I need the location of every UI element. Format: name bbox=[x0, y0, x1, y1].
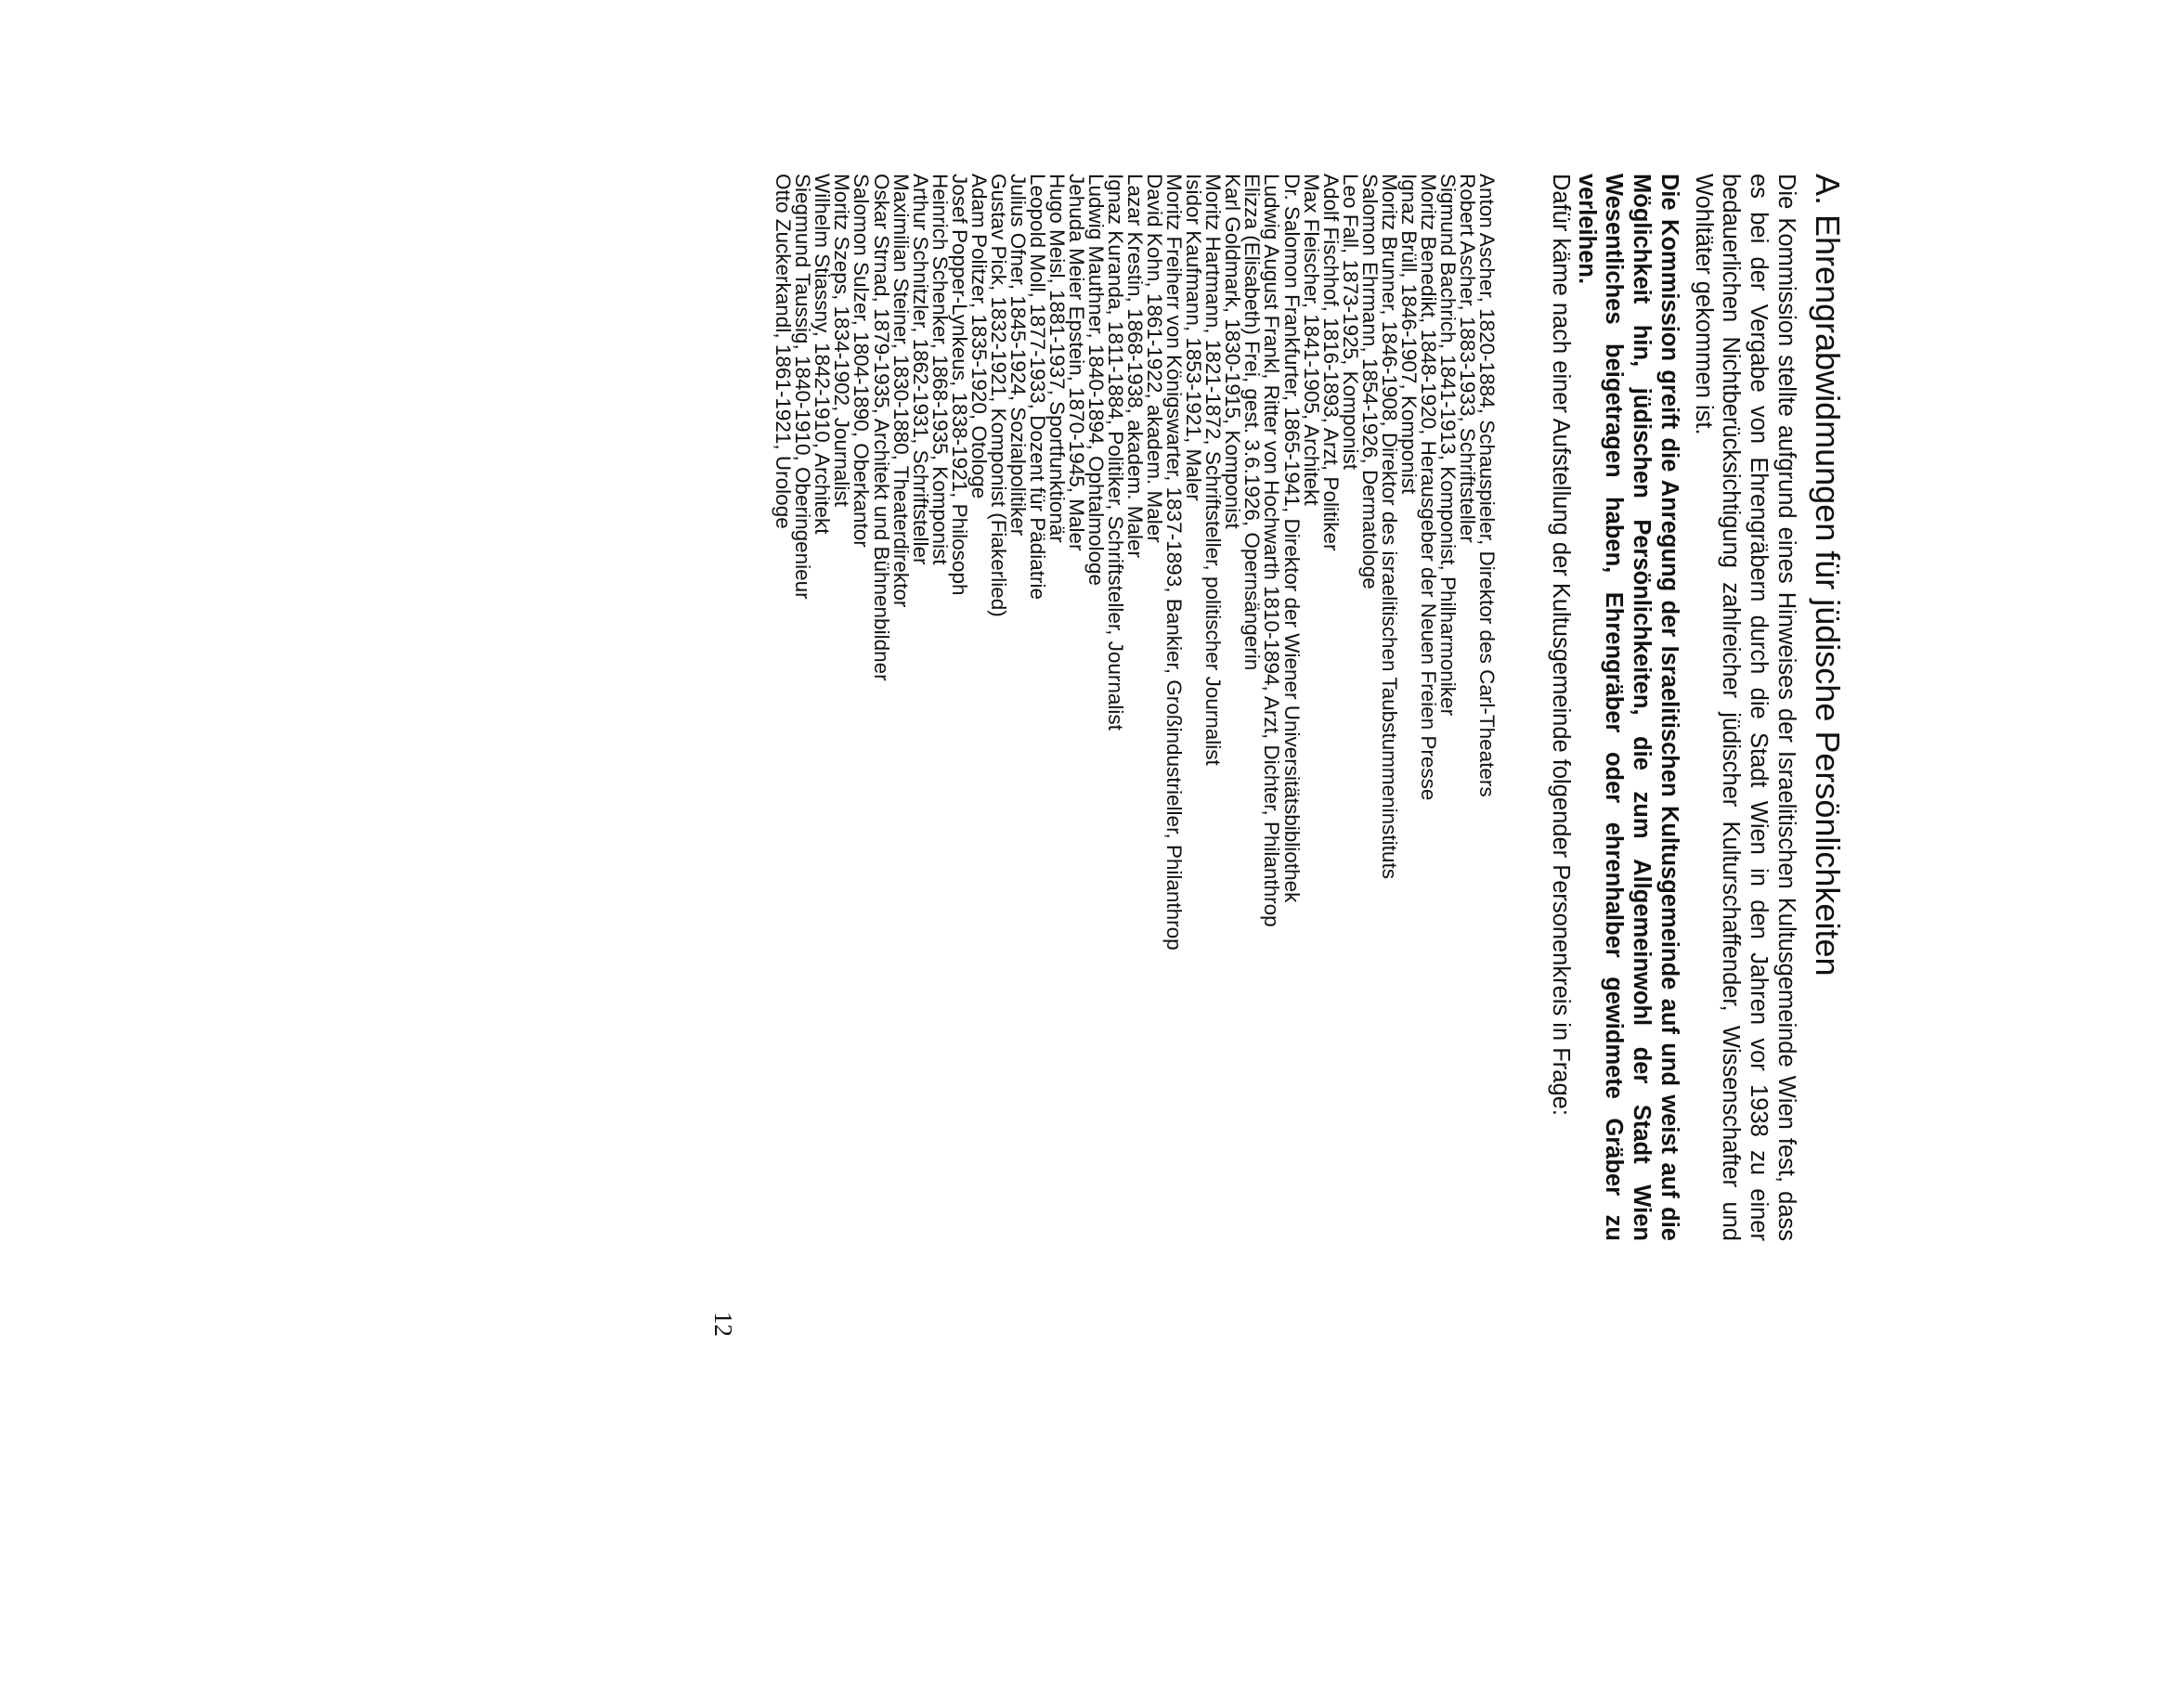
person-entry: Heinrich Schenker, 1868-1935, Komponist bbox=[928, 174, 952, 565]
person-entry: Arthur Schnitzler, 1862-1931, Schriftsteller bbox=[908, 174, 932, 565]
person-entry: Julius Ofner, 1845-1924, Sozialpolitiker bbox=[1006, 174, 1030, 537]
person-entry: Dr. Salomon Frankfurter, 1865-1941, Direktor der Wiener Universitätsbibliothek bbox=[1279, 174, 1304, 903]
person-entry: Ludwig August Frankl, Ritter von Hochwarth 1810-1894, Arzt, Dichter, Philanthrop bbox=[1260, 174, 1284, 927]
person-entry: Salomon Sulzer, 1804-1890, Oberkantor bbox=[850, 174, 874, 548]
person-entry: Siegmund Taussig, 1840-1910, Oberingenieur bbox=[791, 174, 815, 600]
person-entry: Elizza (Elisabeth) Frei, gest. 3.6.1926, Opernsängerin bbox=[1240, 174, 1265, 671]
person-entry: Ignaz Kuranda, 1811-1884, Politiker, Schriftsteller, Journalist bbox=[1104, 174, 1128, 731]
page-number: 12 bbox=[709, 1312, 737, 1337]
person-entry: Ignaz Brüll, 1846-1907, Komponist bbox=[1396, 174, 1421, 495]
person-entry: Gustav Pick, 1832-1921, Komponist (Fiakerlied) bbox=[986, 174, 1010, 617]
section-title: A. Ehrengrabwidmungen für jüdische Persönlichkeiten bbox=[1809, 174, 1847, 977]
person-entry: Moritz Szeps, 1834-1902, Journalist bbox=[830, 174, 854, 507]
person-entry: Anton Ascher, 1820-1884, Schauspieler, Direktor des Carl-Theaters bbox=[1475, 174, 1499, 797]
person-entry: Moritz Freiherr von Königswarter, 1837-1893, Bankier, Großindustrieller, Philanthrop bbox=[1162, 174, 1187, 951]
person-entry: Adolf Fischhof, 1816-1893, Arzt, Politiker bbox=[1318, 174, 1343, 551]
person-entry: Maximilian Steiner, 1830-1880, Theaterdirektor bbox=[889, 174, 913, 608]
person-entry: Moritz Hartmann, 1821-1872, Schriftsteller, politischer Journalist bbox=[1201, 174, 1226, 766]
person-entry: Ludwig Mauthner, 1840-1894, Ophtalmologe bbox=[1084, 174, 1109, 587]
person-entry: Leo Fall, 1873-1925, Komponist bbox=[1338, 174, 1362, 470]
person-entry: Moritz Benedikt, 1848-1920, Herausgeber der Neuen Freien Presse bbox=[1416, 174, 1440, 801]
list-intro-paragraph: Dafür käme nach einer Aufstellung der Kultusgemeinde folgender Personenkreis in Frage: bbox=[1548, 174, 1574, 1116]
person-entry: Salomon Ehrmann, 1854-1926, Dermatologe bbox=[1357, 174, 1382, 589]
person-entry: Otto Zuckerkandl, 1861-1921, Urologe bbox=[772, 174, 796, 529]
person-entry: Adam Politzer, 1835-1920, Otologe bbox=[967, 174, 991, 499]
person-entry: Josef Popper-Lynkeus, 1838-1921, Philosoph bbox=[947, 174, 971, 596]
person-entry: Karl Goldmark, 1830-1915, Komponist bbox=[1221, 174, 1245, 529]
person-entry: Hugo Meisl, 1881-1937, Sportfunktionär bbox=[1045, 174, 1069, 543]
person-entry: Wilhelm Stiassny, 1842-1910, Architekt bbox=[811, 174, 835, 535]
person-entry: David Kohn, 1861-1922, akadem. Maler bbox=[1143, 174, 1167, 543]
recommendation-paragraph: Die Kommission greift die Anregung der Israelitischen Kultusgemeinde auf und weist auf die Möglichkeit hin, jüdischen Persönlichkeiten, die zum Allgemeinwohl der Stadt Wien Wesentliches beigetragen haben, Ehrengräber oder ehrenhalber gewidmete Gräber zu verleihen. bbox=[1573, 174, 1682, 1241]
person-entry: Robert Ascher, 1883-1933, Schriftsteller bbox=[1455, 174, 1479, 543]
intro-paragraph: Die Kommission stellte aufgrund eines Hinweises der Israelitischen Kultusgemeinde Wien fest, dass es bei der Vergabe von Ehrengräbern durch die Stadt Wien in den Jahren vor 1938 zu einer bedauerlichen Nichtberücksichtigung zahlreicher jüdischer Kulturschaffender, Wissenschafter und Wohltäter gekommen ist. bbox=[1690, 174, 1799, 1241]
person-entry: Jehuda Meier Epstein, 1870-1945, Maler bbox=[1065, 174, 1089, 551]
person-entry: Moritz Brunner, 1846-1908, Direktor des israelitischen Taubstummeninstituts bbox=[1377, 174, 1401, 879]
person-entry: Leopold Moll, 1877-1933, Dozent für Pädiatrie bbox=[1025, 174, 1049, 601]
person-entry: Oskar Strnad, 1879-1935, Architekt und Bühnenbildner bbox=[869, 174, 893, 681]
person-entry: Sigmund Bachrich, 1841-1913, Komponist, Philharmoniker bbox=[1435, 174, 1460, 717]
person-list bbox=[773, 174, 1497, 951]
person-entry: Max Fleischer, 1841-1905, Architekt bbox=[1299, 174, 1323, 506]
rotated-document-page bbox=[0, 174, 1848, 1708]
person-entry: Isidor Kaufmann, 1853-1921, Maler bbox=[1182, 174, 1206, 501]
person-entry: Lazar Krestin, 1868-1938, akadem. Maler bbox=[1123, 174, 1148, 558]
